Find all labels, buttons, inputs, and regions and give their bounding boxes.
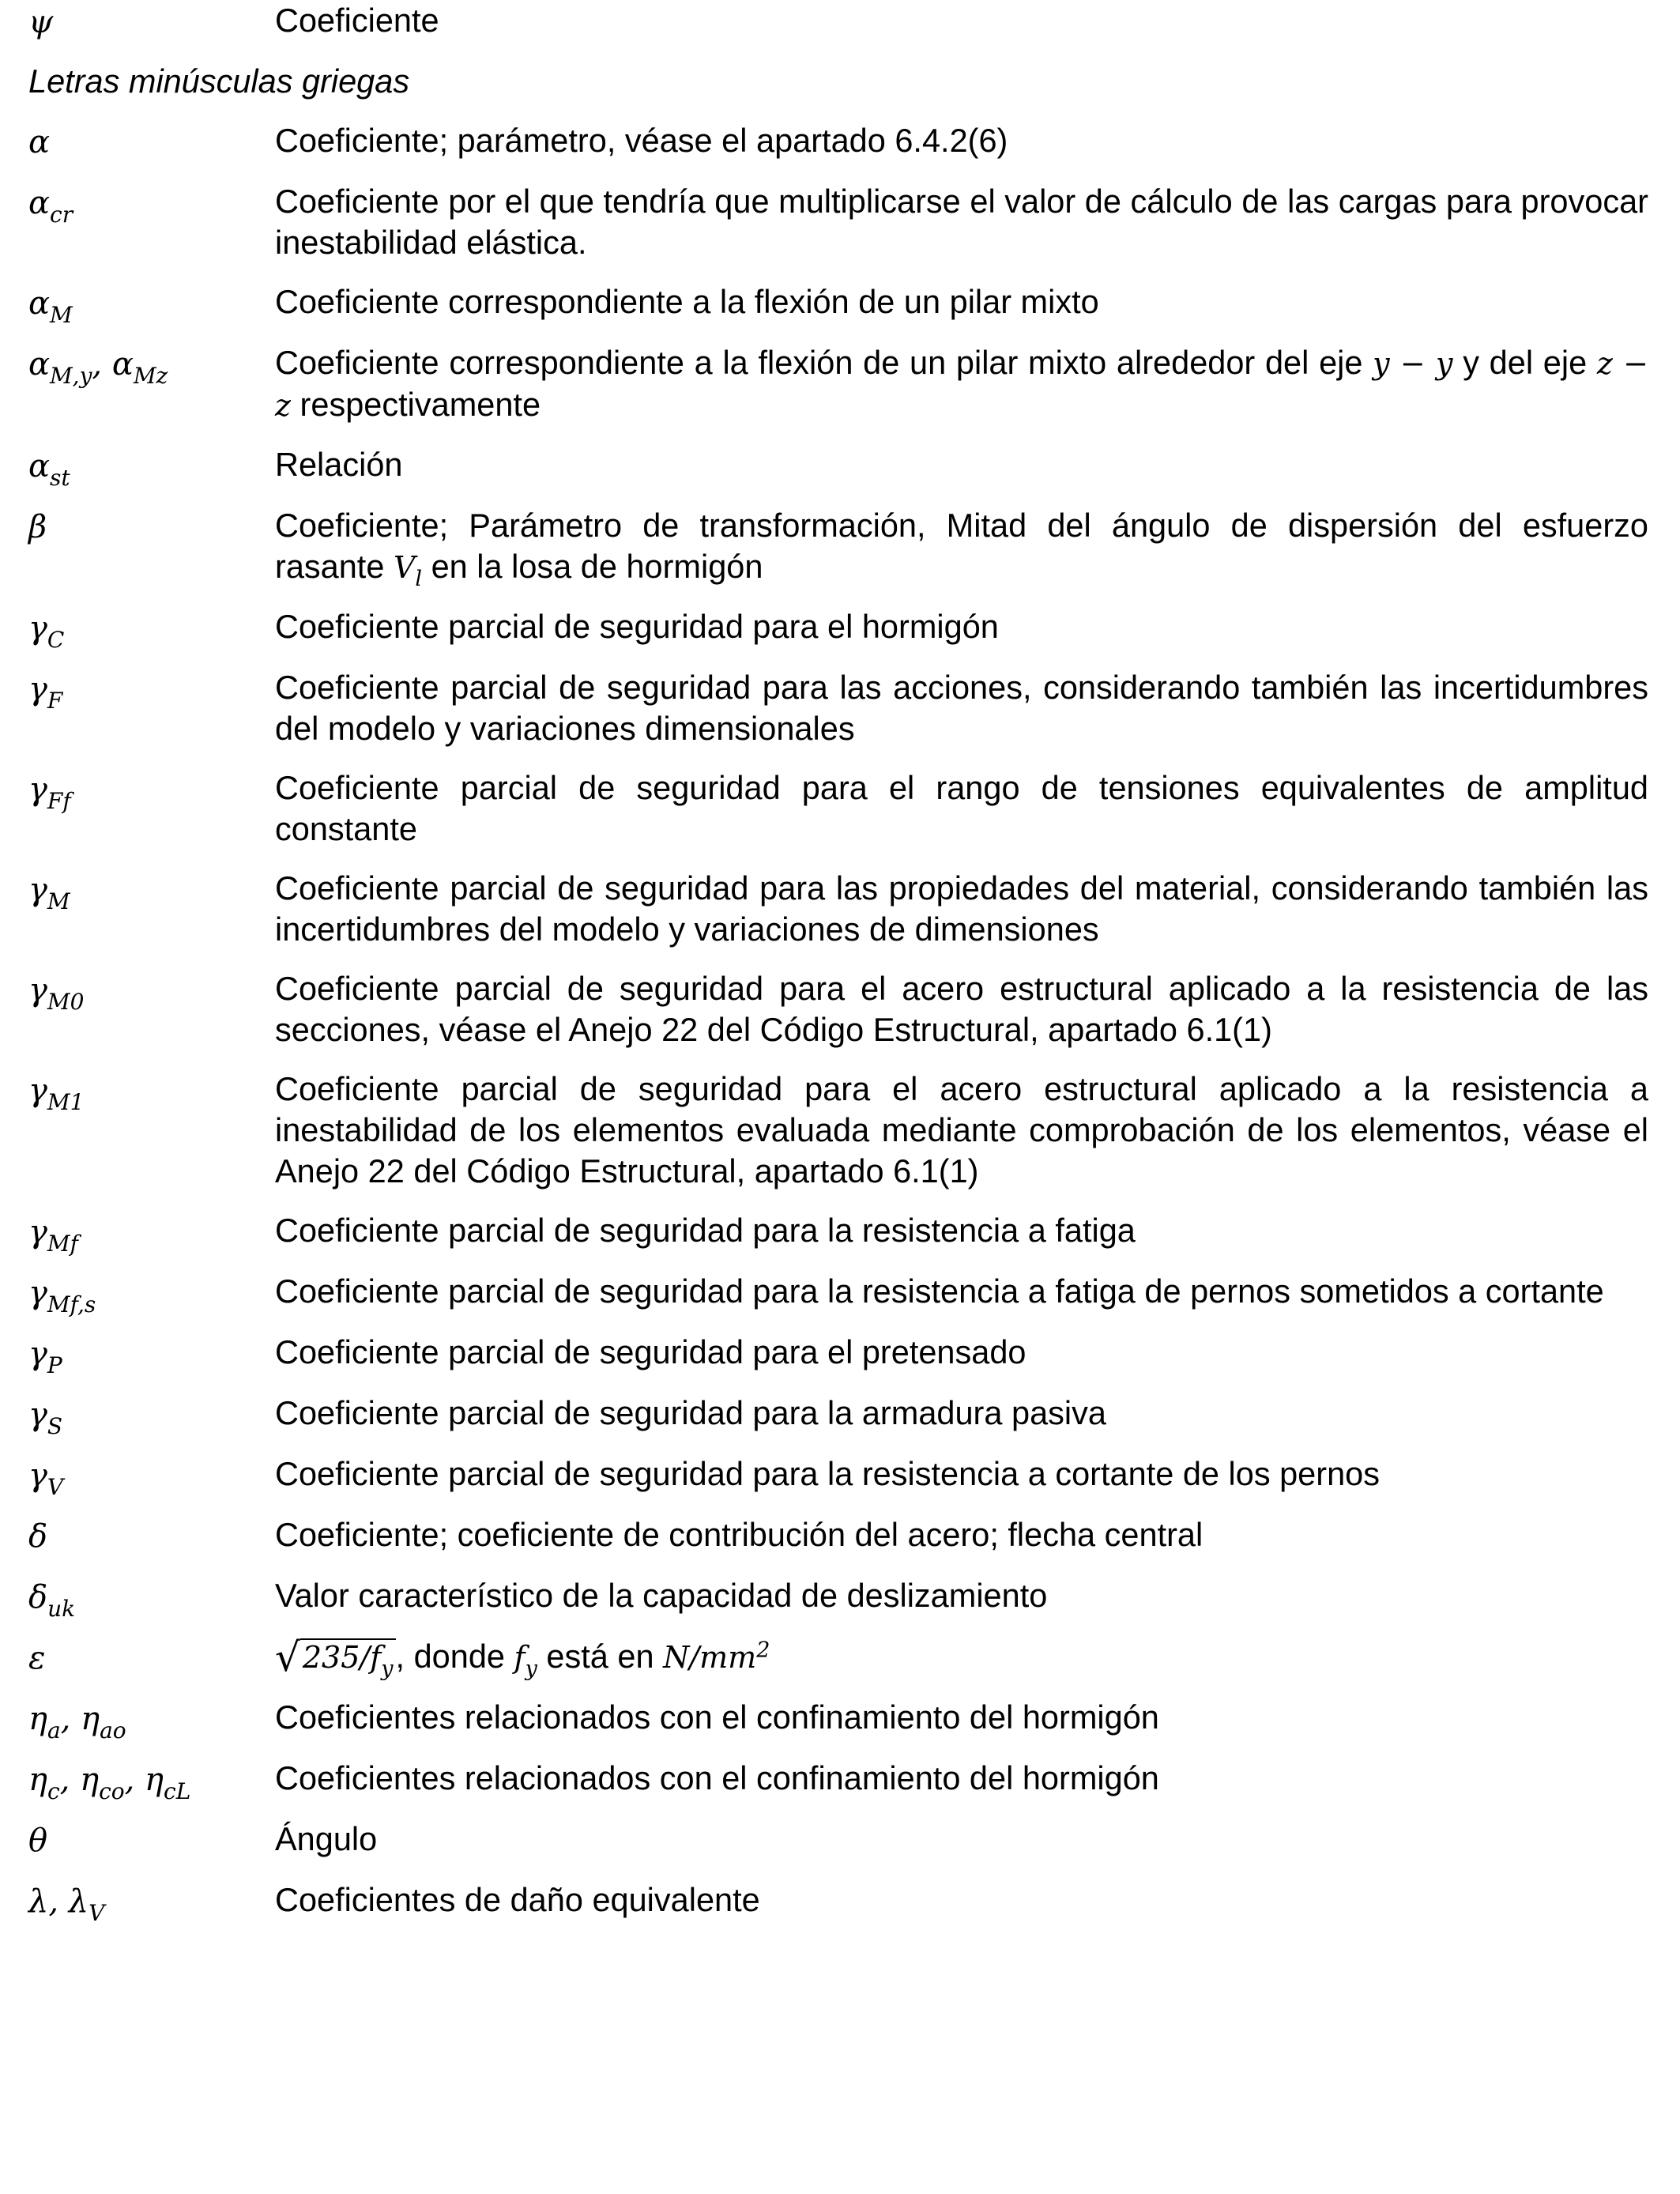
description: Coeficiente por el que tendría que multiplicarse el valor de cálculo de las cargas para provocar inestabilidad elástica. bbox=[275, 183, 1648, 261]
symbol: $\gamma_S$ bbox=[28, 1397, 63, 1439]
description: Coeficiente parcial de seguridad para el hormigón bbox=[275, 608, 999, 645]
symbol-row-theta bbox=[28, 1819, 1648, 1861]
document-page bbox=[28, 0, 1648, 1940]
symbol-row-delta bbox=[28, 1514, 1648, 1557]
description: Coeficiente parcial de seguridad para el acero estructural aplicado a la resistencia de las secciones, véase el Anejo 22 del Código Estructural, apartado 6.1(1) bbox=[275, 970, 1648, 1048]
description: Coeficiente bbox=[275, 2, 439, 39]
description: Coeficiente parcial de seguridad para el rango de tensiones equivalentes de amplitud constante bbox=[275, 769, 1648, 847]
symbol: $\alpha_{cr}$ bbox=[28, 185, 73, 228]
description: Coeficiente; Parámetro de transformación, Mitad del ángulo de dispersión del esfuerzo rasante $V_l$ en la losa de hormigón bbox=[275, 507, 1648, 591]
symbol: $\gamma_{M1}$ bbox=[28, 1072, 85, 1115]
description: Coeficientes de daño equivalente bbox=[275, 1881, 760, 1918]
symbol: θ bbox=[28, 1823, 48, 1859]
symbol-row-alpha bbox=[28, 120, 1648, 163]
description: Coeficientes relacionados con el confinamiento del hormigón bbox=[275, 1698, 1159, 1736]
symbol-row-lambda bbox=[28, 1879, 1648, 1926]
symbol: $\alpha_{st}$ bbox=[28, 448, 70, 491]
description: Coeficiente correspondiente a la flexión de un pilar mixto alrededor del eje y − y y del eje z − z respectivamente bbox=[275, 344, 1648, 423]
description: $√235/f_y$, donde $f_y$ está en $N/mm^2$ bbox=[275, 1634, 770, 1681]
description: Coeficiente parcial de seguridad para las propiedades del material, considerando también las incertidumbres del modelo y variaciones de dimensiones bbox=[275, 869, 1648, 948]
symbol: $\alpha_M$ bbox=[28, 285, 73, 328]
symbol-row-eta-a bbox=[28, 1697, 1648, 1744]
description: Coeficiente parcial de seguridad para la resistencia a fatiga de pernos sometidos a cortante bbox=[275, 1272, 1604, 1310]
description: Coeficiente parcial de seguridad para la resistencia a fatiga bbox=[275, 1212, 1136, 1249]
symbol-row-alpha-cr bbox=[28, 181, 1648, 263]
symbol-row-gamma-m bbox=[28, 868, 1648, 950]
description: Coeficiente; parámetro, véase el apartado 6.4.2(6) bbox=[275, 122, 1008, 159]
description: Coeficiente parcial de seguridad para la resistencia a cortante de los pernos bbox=[275, 1455, 1380, 1492]
description: Ángulo bbox=[275, 1820, 378, 1857]
symbol-row-alpha-m bbox=[28, 281, 1648, 328]
symbol-row-delta-uk bbox=[28, 1575, 1648, 1622]
description: Valor característico de la capacidad de deslizamiento bbox=[275, 1577, 1048, 1614]
symbol-row-gamma-c bbox=[28, 606, 1648, 653]
symbol-row-psi bbox=[28, 0, 1648, 43]
symbol: ε bbox=[28, 1640, 46, 1676]
symbol: λ, $\lambda_V$ bbox=[28, 1883, 105, 1926]
symbol-row-gamma-v bbox=[28, 1453, 1648, 1500]
symbol: $\eta_c$, $\eta_{co}$, $\eta_{cL}$ bbox=[28, 1762, 191, 1804]
symbol: $\gamma_{Mf}$ bbox=[28, 1214, 78, 1257]
section-heading: Letras minúsculas griegas bbox=[28, 62, 410, 100]
symbol-row-gamma-m0 bbox=[28, 968, 1648, 1050]
symbol-row-gamma-mf bbox=[28, 1210, 1648, 1257]
symbol-row-gamma-f bbox=[28, 667, 1648, 749]
symbol: $\gamma_C$ bbox=[28, 610, 65, 653]
symbol: α bbox=[28, 124, 51, 160]
symbol-row-eta-c bbox=[28, 1758, 1648, 1804]
symbol: $\gamma_{Ff}$ bbox=[28, 771, 71, 814]
symbol-row-gamma-p bbox=[28, 1332, 1648, 1378]
description: Coeficiente parcial de seguridad para el pretensado bbox=[275, 1333, 1026, 1370]
description: Coeficiente parcial de seguridad para el acero estructural aplicado a la resistencia a inestabilidad de los elementos evaluada mediante comprobación de los elementos, véase el Anejo 22 del Código Estructural, apartado 6.1(1) bbox=[275, 1070, 1648, 1189]
description: Coeficiente; coeficiente de contribución del acero; flecha central bbox=[275, 1516, 1203, 1553]
symbol-row-gamma-ff bbox=[28, 767, 1648, 850]
symbol-row-beta bbox=[28, 505, 1648, 591]
symbol: $\eta_a$, $\eta_{ao}$ bbox=[28, 1701, 126, 1744]
symbol: ψ bbox=[28, 4, 54, 40]
symbol: δ bbox=[28, 1518, 48, 1555]
symbol-row-epsilon bbox=[28, 1636, 1648, 1679]
symbol-row-gamma-s bbox=[28, 1393, 1648, 1439]
symbol: $\gamma_F$ bbox=[28, 671, 63, 714]
description: Coeficiente parcial de seguridad para las acciones, considerando también las incertidumbres del modelo y variaciones dimensionales bbox=[275, 669, 1648, 747]
description: Relación bbox=[275, 446, 403, 483]
symbol-row-alpha-my-mz bbox=[28, 342, 1648, 426]
symbol: $\delta_{uk}$ bbox=[28, 1579, 76, 1622]
symbol: $\gamma_{M0}$ bbox=[28, 972, 85, 1015]
symbol-row-alpha-st bbox=[28, 444, 1648, 491]
description: Coeficiente parcial de seguridad para la armadura pasiva bbox=[275, 1394, 1106, 1431]
description: Coeficientes relacionados con el confinamiento del hormigón bbox=[275, 1759, 1159, 1796]
symbol: β bbox=[28, 509, 47, 545]
symbol: $\gamma_{Mf,s}$ bbox=[28, 1275, 96, 1318]
symbol: $\alpha_{M,y}$, $\alpha_{Mz}$ bbox=[28, 346, 168, 389]
symbol-row-gamma-mfs bbox=[28, 1271, 1648, 1318]
description: Coeficiente correspondiente a la flexión de un pilar mixto bbox=[275, 283, 1099, 320]
symbol: $\gamma_M$ bbox=[28, 872, 70, 914]
symbol-row-gamma-m1 bbox=[28, 1069, 1648, 1192]
symbol: $\gamma_P$ bbox=[28, 1336, 62, 1378]
symbol: $\gamma_V$ bbox=[28, 1457, 64, 1500]
